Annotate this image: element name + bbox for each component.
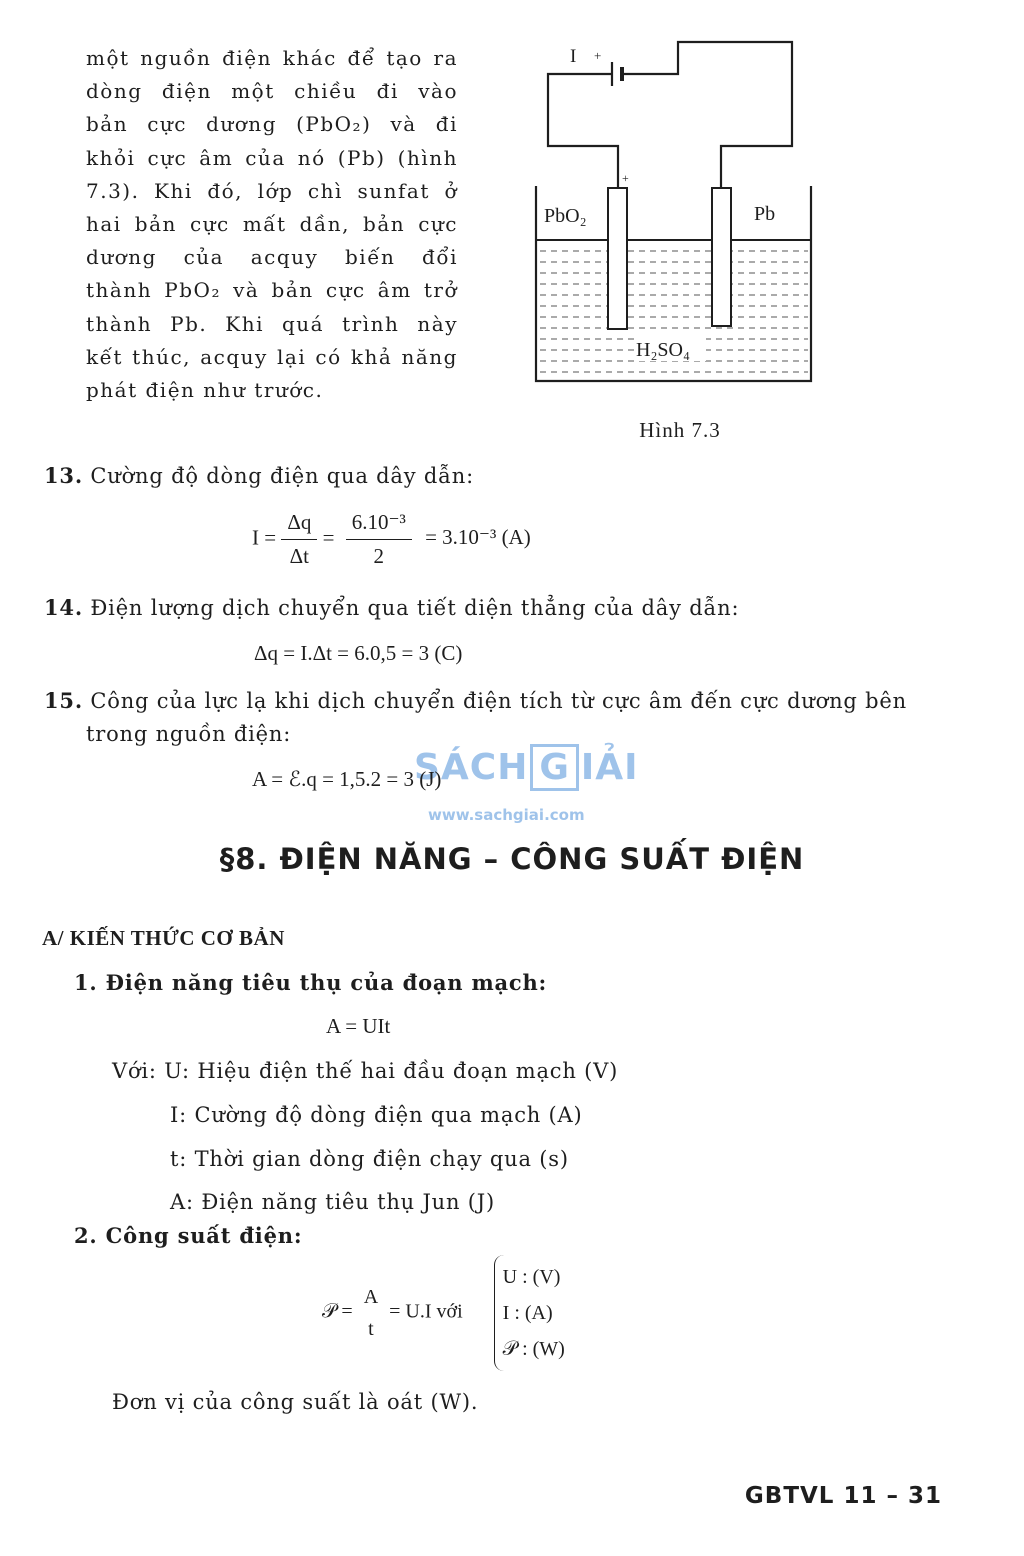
sachgiai-watermark	[414, 726, 639, 826]
fraction-a-t	[358, 1286, 384, 1341]
intro-line: một nguồn điện khác để tạo ra	[86, 46, 458, 70]
intro-line: dương của acquy biến đổi	[86, 245, 458, 270]
formula-result: = 3.10⁻³ (A)	[425, 525, 531, 550]
problem-number: 15.	[44, 688, 83, 713]
power-unit-note: Đơn vị của công suất là oát (W).	[112, 1390, 479, 1414]
intro-paragraph	[86, 42, 458, 407]
item-1-heading: 1. Điện năng tiêu thụ của đoạn mạch:	[74, 970, 548, 995]
fraction-numerator: 6.10⁻³	[351, 510, 406, 534]
page-number: GBTVL 11 – 31	[744, 1483, 942, 1509]
section-title: §8. ĐIỆN NĂNG – CÔNG SUẤT ĐIỆN	[219, 842, 805, 876]
definition-a: A: Điện năng tiêu thụ Jun (J)	[170, 1190, 495, 1214]
intro-line: dòng điện một chiều đi vào	[86, 79, 458, 104]
fraction-numerator: Δq	[287, 510, 312, 534]
power-formula	[322, 1255, 565, 1371]
fraction-values	[346, 510, 412, 569]
h2so4-label: H₂SO₄	[636, 339, 690, 361]
fraction-denominator: t	[368, 1317, 374, 1340]
watermark-brand-right: IẢI	[580, 747, 639, 788]
watermark-logo-letter: G	[530, 744, 579, 791]
intro-line: kết thúc, acquy lại có khả năng	[86, 344, 458, 369]
pb-electrode	[712, 188, 731, 326]
problem-15-continuation: trong nguồn điện:	[86, 722, 292, 746]
problem-number: 13.	[44, 463, 83, 488]
problem-14	[44, 595, 739, 620]
work-formula: A = ℰ.q = 1,5.2 = 3 (J)	[252, 767, 442, 791]
intro-line: bản cực dương (PbO₂) và đi	[86, 112, 458, 137]
equals-sign: =	[322, 525, 335, 550]
unit-u: U : (V)	[502, 1266, 561, 1288]
problem-text: Cường độ dòng điện qua dây dẫn:	[90, 464, 474, 488]
pbo2-electrode	[608, 188, 627, 329]
unit-i: I : (A)	[502, 1302, 553, 1324]
watermark-url: www.sachgiai.com	[428, 806, 585, 824]
definition-u: Với: U: Hiệu điện thế hai đầu đoạn mạch (V)	[112, 1059, 619, 1083]
problem-number: 14.	[44, 595, 83, 620]
intro-line: 7.3). Khi đó, lớp chì sunfat ở	[86, 178, 458, 203]
problem-13	[44, 463, 474, 488]
current-formula	[252, 510, 531, 569]
units-brace-list	[494, 1255, 565, 1371]
fraction-numerator: A	[363, 1285, 379, 1308]
battery-charging-diagram	[520, 30, 830, 400]
pbo2-label: PbO₂	[544, 205, 587, 227]
problem-text: Điện lượng dịch chuyển qua tiết diện thẳng của dây dẫn:	[90, 596, 740, 620]
battery-plus-sign: +	[594, 48, 602, 63]
intro-line: khỏi cực âm của nó (Pb) (hình	[86, 145, 458, 170]
circuit-wire	[548, 74, 618, 188]
electrode-plus-sign: +	[622, 171, 629, 185]
battery-label: I	[570, 46, 577, 67]
figure-caption: Hình 7.3	[639, 418, 721, 442]
energy-formula: A = UIt	[326, 1014, 391, 1038]
fraction-denominator: 2	[373, 544, 385, 568]
intro-line: phát điện như trước.	[86, 377, 324, 402]
charge-formula: Δq = I.Δt = 6.0,5 = 3 (C)	[254, 641, 463, 665]
intro-line: thành PbO₂ và bản cực âm trở	[86, 278, 458, 303]
formula-lhs: 𝒫 =	[322, 1300, 353, 1323]
circuit-wire	[622, 42, 792, 188]
problem-15	[44, 688, 907, 713]
watermark-brand-left: SÁCH	[414, 747, 529, 788]
formula-middle: = U.I với	[389, 1300, 463, 1323]
definition-i: I: Cường độ dòng điện qua mạch (A)	[170, 1103, 583, 1127]
item-2-heading: 2. Công suất điện:	[74, 1223, 303, 1248]
definition-t: t: Thời gian dòng điện chạy qua (s)	[170, 1147, 569, 1171]
formula-lhs: I =	[252, 525, 277, 550]
fraction-denominator: Δt	[289, 544, 310, 568]
unit-p: 𝒫 : (W)	[502, 1338, 565, 1360]
part-a-heading: A/ KIẾN THỨC CƠ BẢN	[42, 926, 285, 950]
fraction-dq-dt	[281, 510, 317, 569]
pb-label: Pb	[754, 203, 776, 225]
intro-line: hai bản cực mất dần, bản cực	[86, 211, 458, 236]
intro-line: thành Pb. Khi quá trình này	[86, 311, 458, 336]
problem-text: Công của lực lạ khi dịch chuyển điện tích từ cực âm đến cực dương bên	[90, 689, 907, 713]
